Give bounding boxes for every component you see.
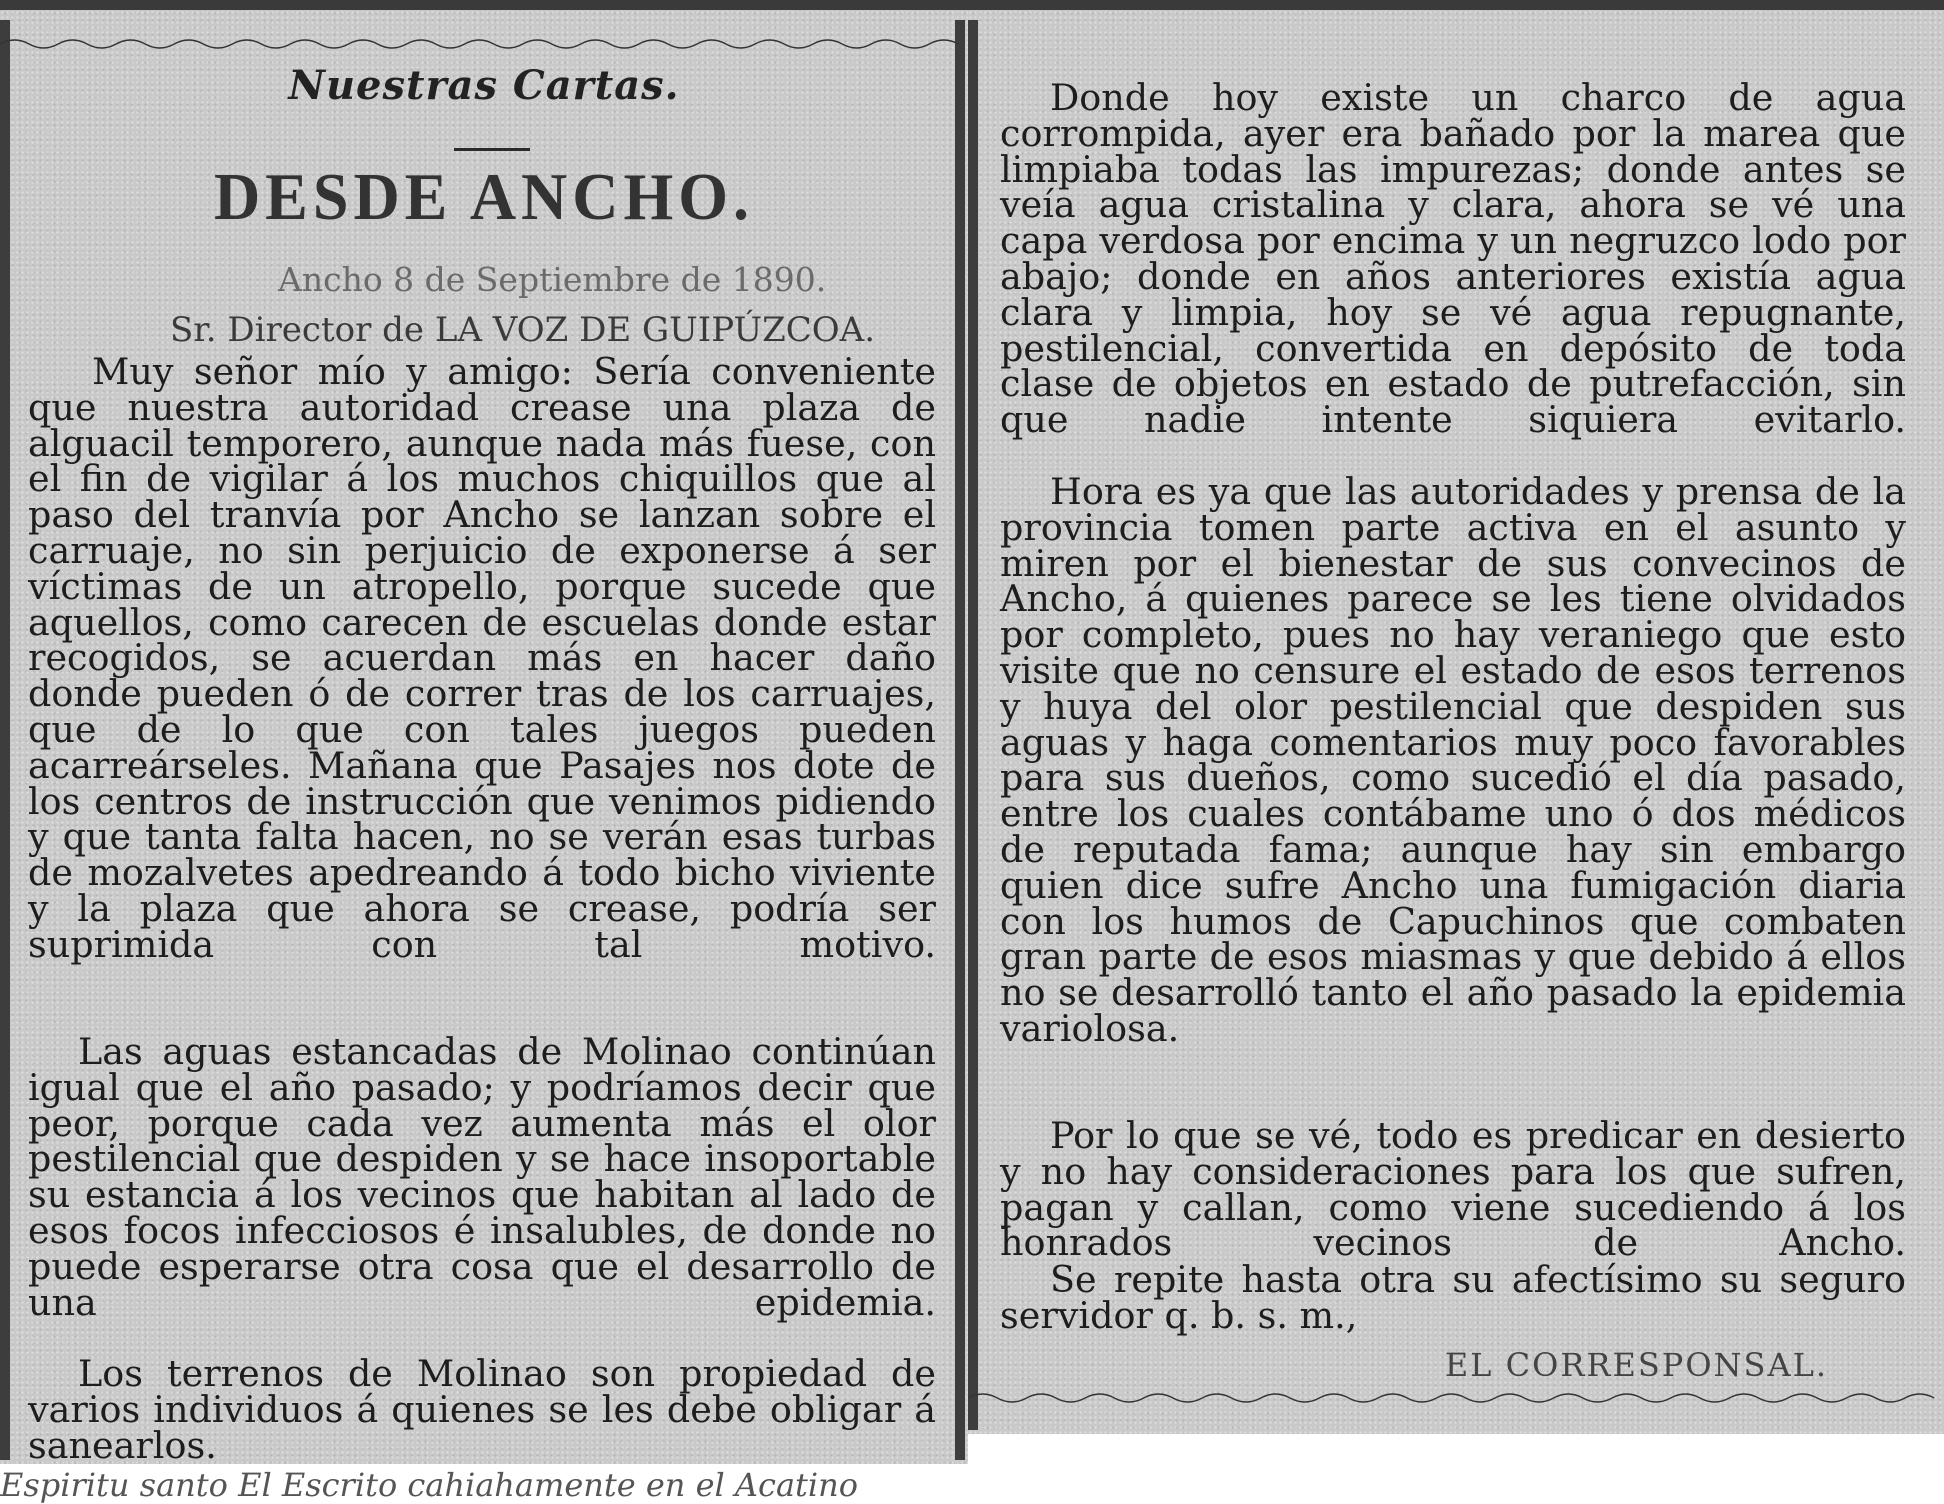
top-rule [0,0,968,10]
top-rule [968,0,1944,10]
title-dash [454,148,530,151]
left-paragraph-3: Los terrenos de Molinao son propiedad de varios individuos á quienes se les debe obligar á sanearlos. [28,1352,936,1467]
right-paragraph-2: Hora es ya que las autoridades y prensa de la provincia tomen parte activa en el asunto y miren por el bienestar de sus convecinos de Ancho, á quienes parece se les tiene olvidados por completo, pues no hay veraniego que esto visite que no censure el estado de esos terrenos y huya del olor pestilencial que despiden sus aguas y haga comentarios muy poco favorables para sus dueños, como sucedió el día pasado, entre los cuales contábame uno ó dos médicos de reputada fama; aunque hay sin embargo quien dice sufre Ancho una fumigación diaria con los humos de Capuchinos que combaten gran parte de esos miasmas y que debido á ellos no se desarrolló tanto el año pasado la epidemia variolosa. [1000,470,1906,1050]
footer-fragment: Espiritu santo El Escrito cahiahamente en el Acatino [0,1466,858,1504]
left-column [0,0,968,1467]
right-paragraph-3: Por lo que se vé, todo es predicar en desierto y no hay consideraciones para los que sufren, pagan y callan, como viene sucediendo á los honrados vecinos de Ancho. [1000,1114,1906,1265]
salutation: Sr. Director de LA VOZ DE GUIPÚZCOA. [170,310,876,350]
left-edge-rule [0,20,10,1460]
wavy-rule-top [0,36,968,52]
signature: EL CORRESPONSAL. [1444,1346,1828,1384]
left-paragraph-1: Muy señor mío y amigo: Sería conveniente que nuestra autoridad crease una plaza de alguacil temporero, aunque nada más fuese, con el fin de vigilar á los muchos chiquillos que al paso del tranvía por Ancho se lanzan sobre el carruaje, no sin perjuicio de exponerse á ser víctimas de un atropello, porque sucede que aquellos, como carecen de escuelas donde estar recogidos, se acuerdan más en hacer daño donde pueden ó de correr tras de los carruajes, que de lo que con tales juegos pueden acarreárseles. Mañana que Pasajes nos dote de los centros de instrucción que venimos pidiendo y que tanta falta hacen, no se verán esas turbas de mozalvetes apedreando á todo bicho viviente y la plaza que ahora se crease, podría ser suprimida con tal motivo. [28,350,936,966]
dateline: Ancho 8 de Septiembre de 1890. [278,260,827,299]
left-paragraph-2: Las aguas estancadas de Molinao continúan igual que el año pasado; y podríamos decir que peor, porque cada vez aumenta más el olor pestilencial que despiden y se hace insoportable su estancia á los vecinos que habitan al lado de esos focos infecciosos é insalubles, de donde no puede esperarse otra cosa que el desarrollo de una epidemia. [28,1030,936,1324]
article-title: DESDE ANCHO. [213,159,755,234]
right-paragraph-1: Donde hoy existe un charco de agua corrompida, ayer era bañado por la marea que limpiaba todas las impurezas; donde antes se veía agua cristalina y clara, ahora se vé una capa verdosa por encima y un negruzco lodo por abajo; donde en años anteriores existía agua clara y limpia, hoy se vé agua repugnante, pestilencial, convertida en depósito de toda clase de objetos en estado de putrefacción, sin que nadie intente siquiera evitarlo. [1000,76,1906,442]
left-edge-rule [968,20,978,1430]
right-edge-rule [955,20,965,1460]
right-paragraph-4: Se repite hasta otra su afectísimo su seguro servidor q. b. s. m., [1000,1258,1906,1337]
right-column [968,0,1944,1434]
section-heading: Nuestras Cartas. [288,62,680,109]
wavy-rule-bottom [968,1390,1944,1406]
